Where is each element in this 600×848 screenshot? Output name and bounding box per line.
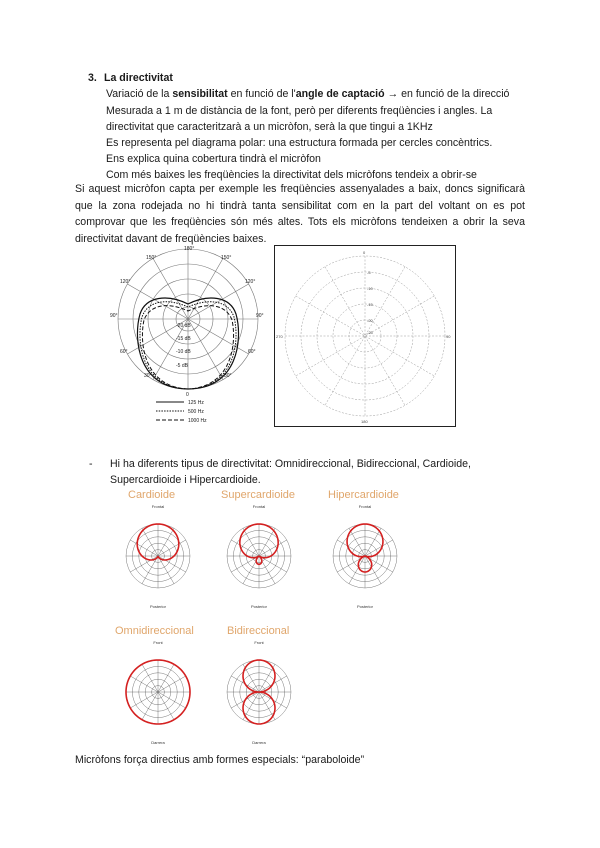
grid-label: 90 bbox=[446, 334, 451, 339]
footer-note: Micròfons força directius amb formes especials: “paraboloide” bbox=[75, 754, 365, 766]
intro-line-6: Com més baixes les freqüències la directivitat dels micròfons tendeix a obrir-se bbox=[106, 169, 477, 181]
caption-supercardioide: Supercardioide bbox=[221, 489, 295, 501]
keyword-sensibilitat: sensibilitat bbox=[172, 88, 228, 100]
legend-item: 1000 Hz bbox=[188, 418, 207, 424]
legend-item: 125 Hz bbox=[188, 400, 204, 406]
polar-grid-empty bbox=[274, 245, 456, 427]
bullet-marker: - bbox=[89, 458, 93, 470]
db-label: -10 dB bbox=[176, 349, 191, 355]
angle-label: 30° bbox=[224, 373, 232, 379]
caption-hipercardioide: Hipercardioide bbox=[328, 489, 399, 501]
polar-diagram-frequencies bbox=[108, 244, 268, 434]
front-label: Front bbox=[153, 640, 163, 645]
intro-text: Variació de la bbox=[106, 88, 173, 100]
angle-label: 60° bbox=[120, 349, 128, 355]
pattern-hipercardioide bbox=[325, 502, 405, 610]
explanation-paragraph: Si aquest micròfon capta per exemple les freqüències assenyalades a baix, doncs significarà que la zona rodejada no hi tindrà tanta sensibilitat com en la part del voltant on es pot comprovar que les freqüències són més altes. Tots els micròfons tendeixen a obrir la seva directivitat davant de freqüències baixes. bbox=[75, 183, 525, 245]
legend bbox=[156, 400, 207, 424]
grid-label: -25 bbox=[367, 330, 373, 335]
db-label: -20 dB bbox=[176, 323, 191, 329]
angle-label: 60° bbox=[248, 349, 256, 355]
back-label: Posterior bbox=[356, 604, 374, 609]
caption-bidireccional: Bidireccional bbox=[227, 625, 290, 637]
keyword-angle: angle de captació bbox=[295, 88, 385, 100]
grid-label: 270 bbox=[276, 334, 283, 339]
intro-text: en funció de l' bbox=[227, 88, 296, 100]
grid-label: 0 bbox=[363, 250, 366, 255]
angle-label: 0 bbox=[186, 392, 189, 398]
intro-line-2: Mesurada a 1 m de distància de la font, però per diferents freqüències i angles. La bbox=[106, 105, 493, 117]
back-label: Posterior bbox=[250, 604, 268, 609]
intro-line-3: directivitat que caracteritzarà a un micròfon, serà la que tingui a 1KHz bbox=[106, 121, 433, 133]
intro-line-1 bbox=[106, 86, 509, 103]
grid-label: -10 bbox=[367, 286, 373, 291]
front-label: Frontal bbox=[358, 504, 372, 509]
angle-label: 90° bbox=[110, 313, 118, 319]
intro-line-4: Es representa pel diagrama polar: una estructura formada per cercles concèntrics. bbox=[106, 137, 493, 149]
db-label: -15 dB bbox=[176, 336, 191, 342]
grid-label: -15 bbox=[367, 302, 373, 307]
back-label: Darrera bbox=[151, 740, 165, 745]
grid-label: 180 bbox=[361, 419, 368, 424]
front-label: Front bbox=[254, 640, 264, 645]
intro-line-5: Ens explica quina cobertura tindrà el micròfon bbox=[106, 153, 321, 165]
angle-label: 180° bbox=[184, 246, 195, 252]
angle-label: 120° bbox=[245, 279, 256, 285]
caption-cardioide: Cardioide bbox=[128, 489, 176, 501]
grid-label: -20 bbox=[367, 318, 373, 323]
db-label: -5 dB bbox=[176, 363, 188, 369]
section-heading bbox=[88, 70, 173, 87]
grid-label: -5 bbox=[367, 270, 371, 275]
pattern-bidireccional bbox=[219, 638, 299, 746]
front-label: Frontal bbox=[252, 504, 266, 509]
front-label: Frontal bbox=[151, 504, 165, 509]
angle-label: 120° bbox=[120, 279, 131, 285]
intro-text: → en funció de la direcció bbox=[384, 88, 510, 100]
pattern-cardioide bbox=[118, 502, 198, 610]
angle-label: 150° bbox=[221, 255, 232, 261]
pattern-supercardioide bbox=[219, 502, 299, 610]
section-number: 3. bbox=[88, 72, 97, 84]
bullet-line-2: Supercardioide i Hipercardioide. bbox=[110, 474, 261, 486]
bullet-line-1: Hi ha diferents tipus de directivitat: Omnidireccional, Bidireccional, Cardioide, bbox=[110, 458, 471, 470]
angle-label: 30° bbox=[144, 373, 152, 379]
pattern-omnidireccional bbox=[118, 638, 198, 746]
angle-label: 90° bbox=[256, 313, 264, 319]
back-label: Posterior bbox=[149, 604, 167, 609]
back-label: Darrera bbox=[252, 740, 266, 745]
caption-omnidireccional: Omnidireccional bbox=[115, 625, 194, 637]
legend-item: 500 Hz bbox=[188, 409, 204, 415]
angle-label: 150° bbox=[146, 255, 157, 261]
section-title: La directivitat bbox=[104, 72, 173, 84]
